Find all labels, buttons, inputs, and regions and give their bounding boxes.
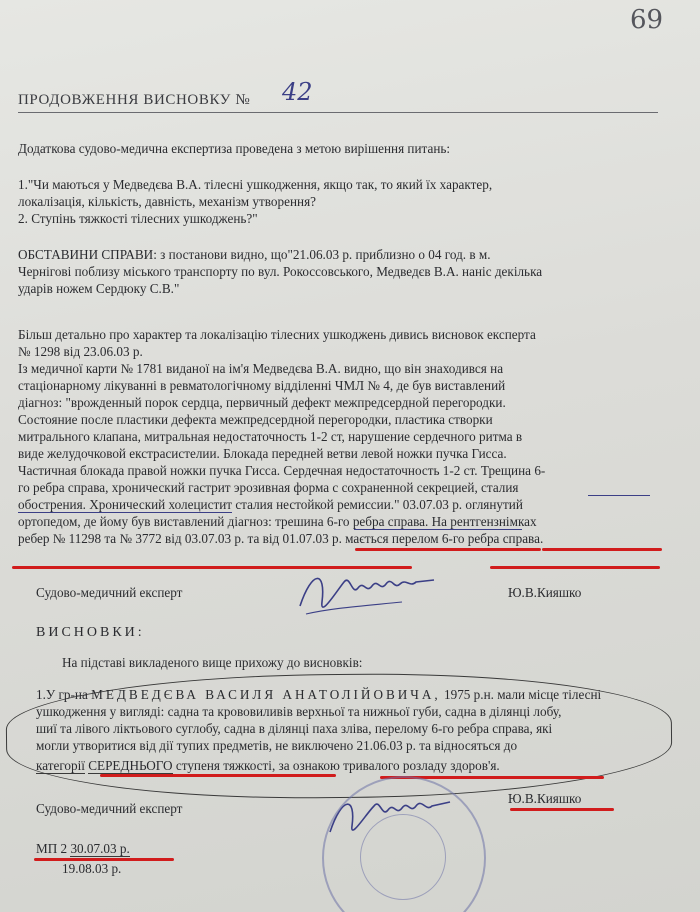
conclusions-intro: На підставі викладеного вище прихожу до висновків: bbox=[62, 655, 363, 670]
details-line: діагноз: "врожденный порок сердца, первичный дефект межпредсердной перегородки. bbox=[18, 395, 506, 410]
red-marker-underline bbox=[490, 566, 660, 569]
details-line: ортопедом, де йому був виставлений діагноз: трешина 6-го ребра справа. На рентгензнімках bbox=[18, 514, 537, 529]
red-marker-underline bbox=[542, 548, 662, 551]
conclusion-first-line bbox=[36, 686, 601, 703]
details-line: обострения. Хронический холецистит сталия нестойкой ремиссии." 03.07.03 р. оглянутий bbox=[18, 497, 523, 512]
red-marker-underline bbox=[355, 548, 541, 551]
conclusion-lead-end: 1975 р.н. мали місце тілесні bbox=[444, 687, 602, 702]
details-line: № 1298 від 23.06.03 р. bbox=[18, 344, 143, 359]
red-marker-underline bbox=[510, 808, 614, 811]
date-secondary: 19.08.03 р. bbox=[62, 861, 122, 876]
handwritten-page-number: 69 bbox=[630, 5, 664, 35]
heading-rule bbox=[18, 112, 658, 113]
severity-word: СЕРЕДНЬОГО bbox=[88, 758, 173, 773]
document-heading: ПРОДОВЖЕННЯ ВИСНОВКУ № bbox=[18, 92, 251, 108]
details-line: го ребра справа, хронический гастрит эрозивная форма с сохраненной секрецией, сталия bbox=[18, 480, 519, 495]
details-line: виде желудочковой екстрасистелии. Блокада передней ветви левой ножки пучка Гисса. bbox=[18, 446, 507, 461]
expert-name: Ю.В.Кияшко bbox=[508, 791, 582, 806]
mp-label: МП 2 bbox=[36, 841, 68, 856]
conclusion-last-line bbox=[36, 757, 500, 774]
mp-date-line bbox=[36, 840, 130, 857]
question-line: 1."Чи маються у Медведєва В.А. тілесні ушкодження, якщо так, то який їх характер, bbox=[18, 177, 493, 192]
signature-scribble bbox=[292, 562, 442, 624]
patient-name: МЕДВЕДЄВА ВАСИЛЯ АНАТОЛІЙОВИЧА, bbox=[91, 687, 441, 702]
conclusion-line: могли утворитися від дії тупих предметів, не виключено 21.06.03 р. та відносяться до bbox=[36, 738, 518, 753]
circumstances-line: Чернігові поблизу міського транспорту по вул. Рокоссовського, Медведєв В.А. наніс декілька bbox=[18, 264, 543, 279]
pen-underline bbox=[18, 512, 232, 513]
expert-name: Ю.В.Кияшко bbox=[508, 585, 582, 600]
circumstances-line: ударів ножем Сердюку С.В." bbox=[18, 281, 180, 296]
conclusion-number: 42 bbox=[282, 78, 313, 106]
intro-text: Додаткова судово-медична експертиза проведена з метою вирішення питань: bbox=[18, 141, 451, 156]
conclusion-line: шиї та лівого ліктьового суглобу, садна в ділянці паха зліва, перелому 6-го ребра справа, які bbox=[36, 721, 553, 736]
category-word: категорії bbox=[36, 758, 85, 773]
question-line: 2. Ступінь тяжкості тілесних ушкоджень?" bbox=[18, 211, 258, 226]
red-marker-underline bbox=[100, 774, 336, 777]
severity-reason: ступеня тяжкості, за ознакою тривалого розладу здоров'я. bbox=[175, 758, 500, 773]
question-line: локалізація, кількість, давність, механізм утворення? bbox=[18, 194, 316, 209]
pen-underline bbox=[588, 495, 650, 496]
expert-role: Судово-медичний експерт bbox=[36, 801, 183, 816]
details-line: митрального клапана, митральная недостаточность 1-2 ст, нарушение сердечного ритма в bbox=[18, 429, 523, 444]
details-line: ребер № 11298 та № 3772 від 03.07.03 р. та від 01.07.03 р. мається перелом 6-го ребра справа. bbox=[18, 531, 544, 546]
details-line: Більш детально про характер та локалізацію тілесних ушкоджень дивись висновок експерта bbox=[18, 327, 536, 342]
expert-role: Судово-медичний експерт bbox=[36, 585, 183, 600]
details-line: Із медичної карти № 1781 виданої на ім'я Медведєва В.А. видно, що він знаходився на bbox=[18, 361, 504, 376]
date-primary: 30.07.03 р. bbox=[70, 841, 130, 856]
details-line: стаціонарному лікуванні в ревматологічному відділенні ЧМЛ № 4, де був виставлений bbox=[18, 378, 506, 393]
details-line: Частичная блокада правой ножки пучка Гисса. Сердечная недостаточность 1-2 ст. Трещина 6- bbox=[18, 463, 546, 478]
conclusion-line: ушкодження у вигляді: садна та крововиливів верхньої та нижньої губи, садна в ділянці лобу, bbox=[36, 704, 562, 719]
pen-underline bbox=[354, 529, 522, 530]
circumstances-line: ОБСТАВИНИ СПРАВИ: з постанови видно, що"21.06.03 р. приблизно о 04 год. в м. bbox=[18, 247, 491, 262]
details-line: Состояние после пластики дефекта межпредсердной перегородки, пластика створки bbox=[18, 412, 493, 427]
conclusion-lead: 1.У гр-на bbox=[36, 687, 88, 702]
conclusions-heading: ВИСНОВКИ: bbox=[36, 625, 145, 640]
